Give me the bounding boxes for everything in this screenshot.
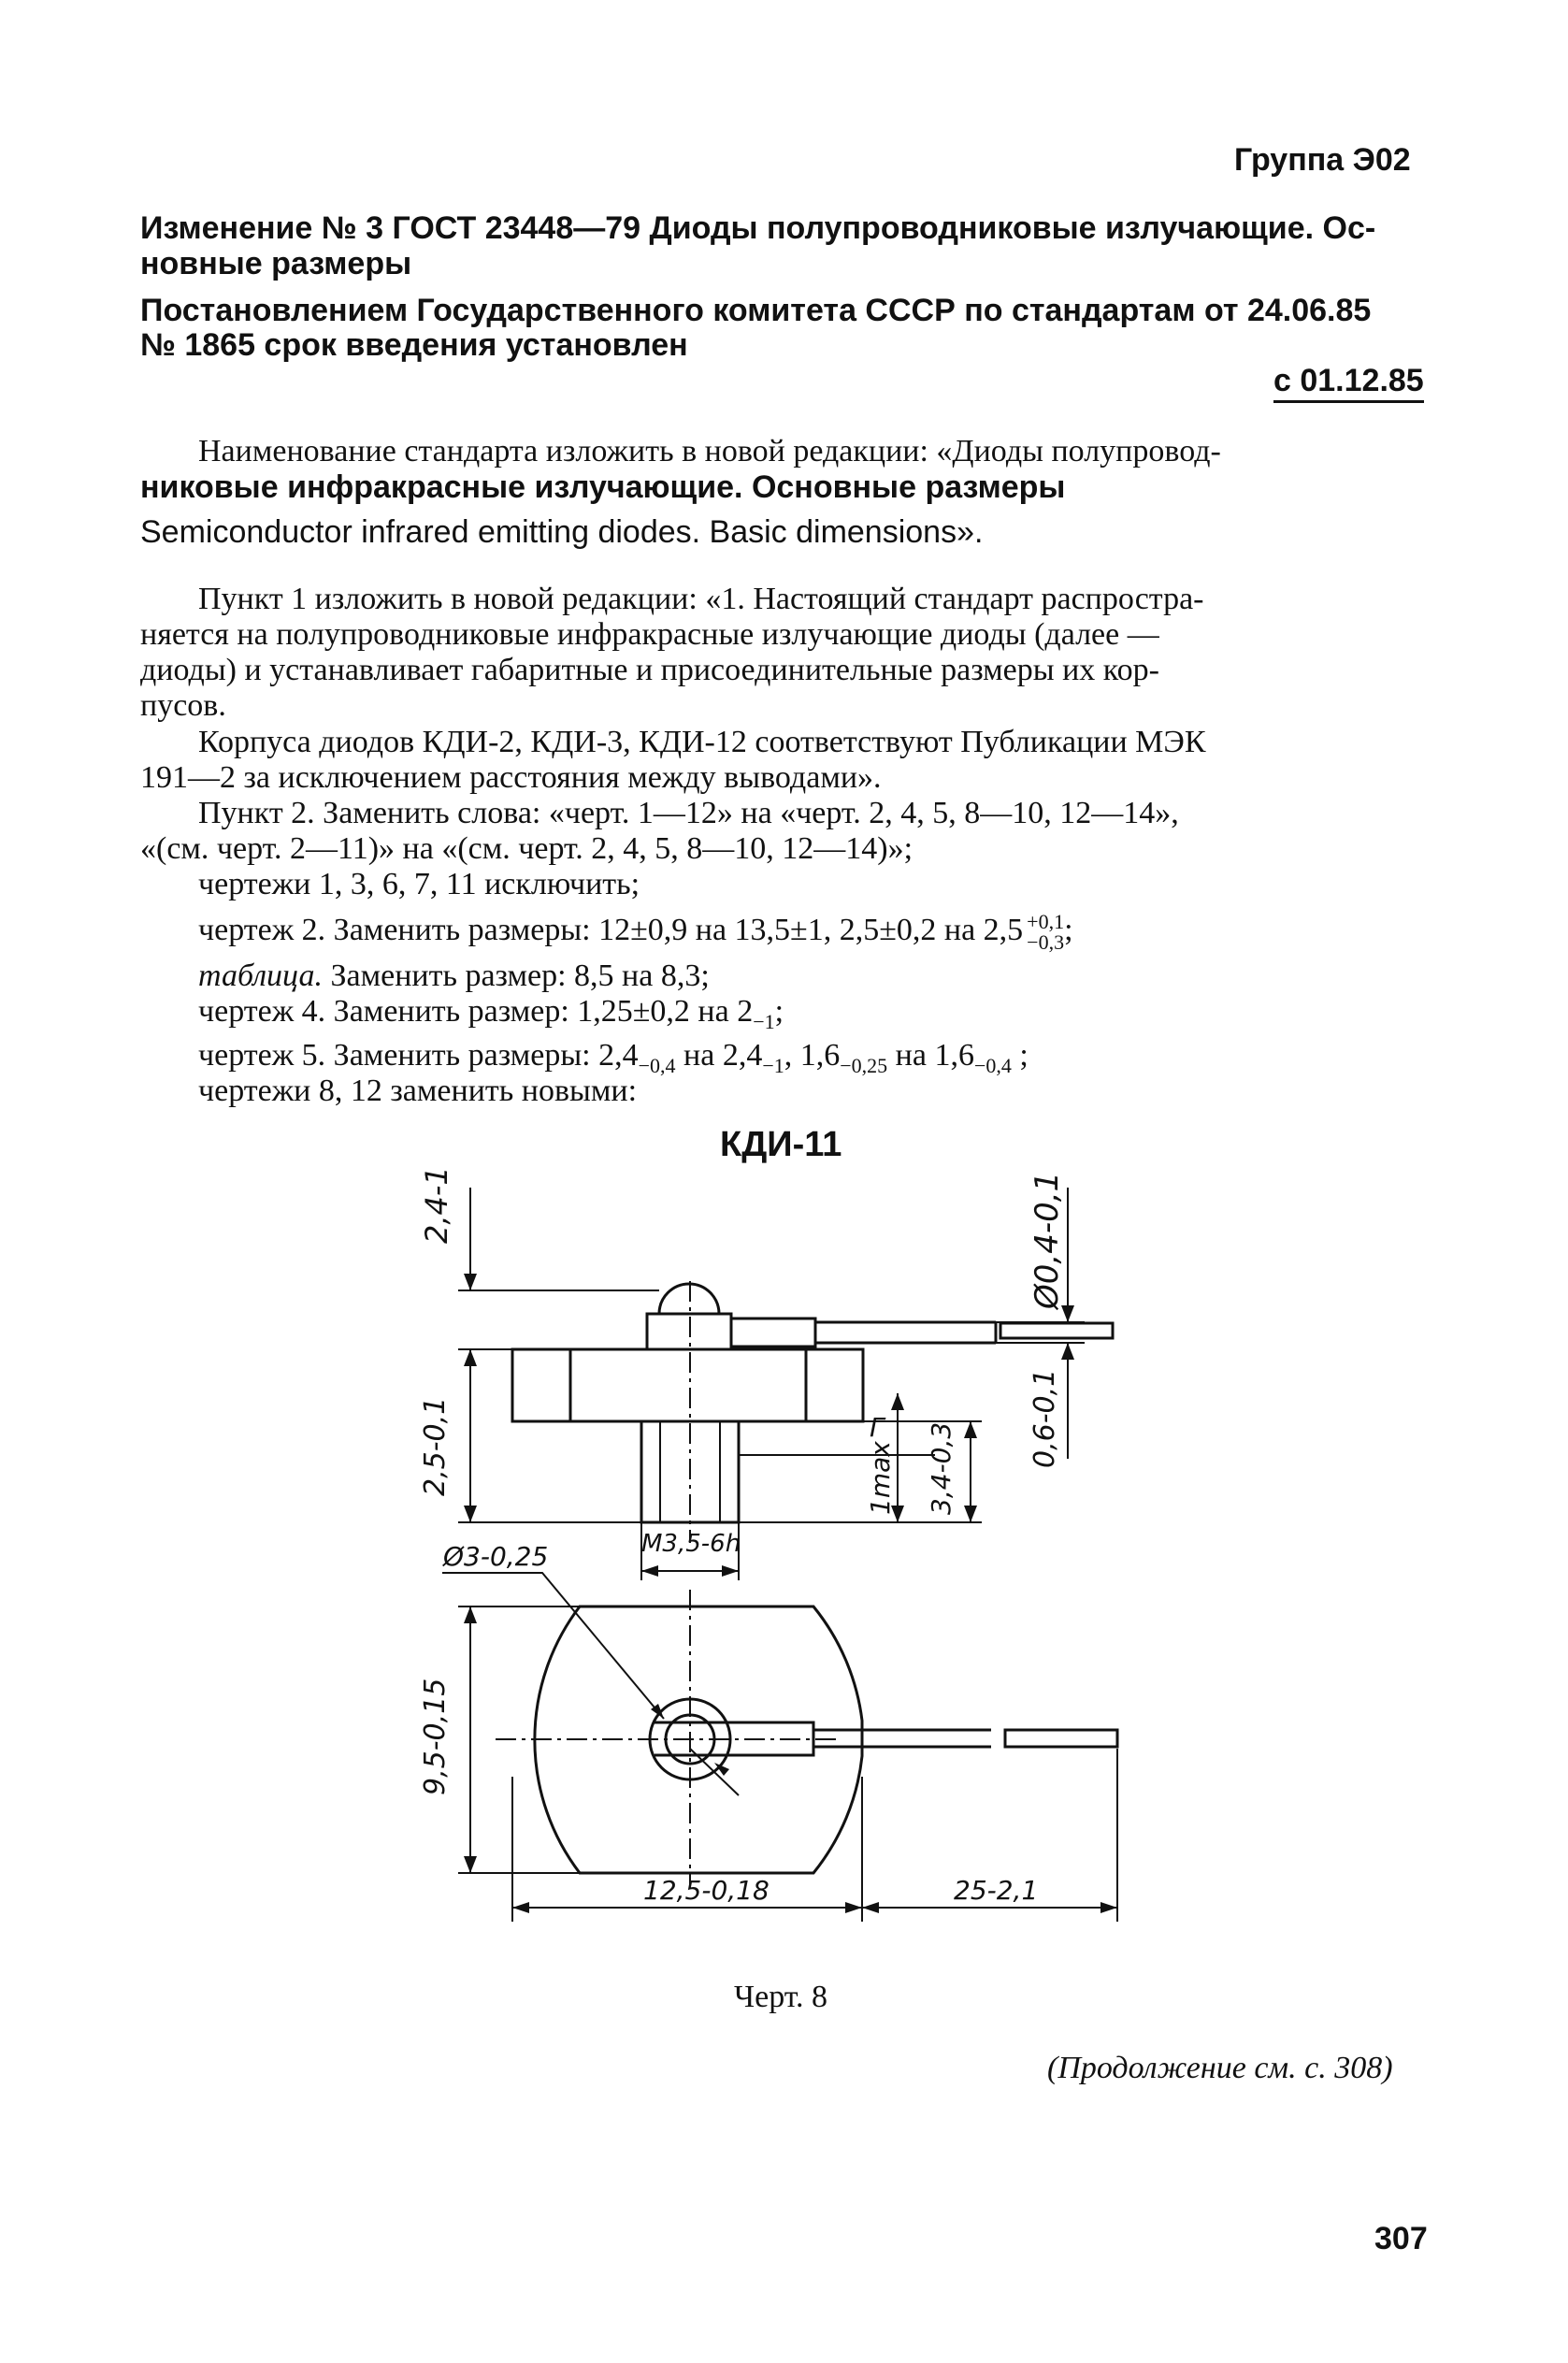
p6-italic: таблица.	[198, 958, 323, 993]
p2-line2: 191—2 за исключением расстояния между выводами».	[140, 760, 882, 795]
p4: чертежи 1, 3, 6, 7, 11 исключить;	[198, 867, 640, 901]
p8-sub4: −0,4	[973, 1053, 1012, 1077]
wire-lead-end	[1000, 1323, 1113, 1338]
p1-line2: няется на полупроводниковые инфракрасные излучающие диоды (далее —	[140, 617, 1159, 652]
dim-g: Г	[870, 1412, 885, 1443]
p9: чертежи 8, 12 заменить новыми:	[198, 1073, 638, 1108]
dim-diameter-0-4: Ø0,4-0,1	[1029, 1171, 1066, 1309]
p8-a: чертеж 5. Заменить размеры: 2,4	[198, 1038, 639, 1073]
p8-b: на 2,4	[675, 1038, 763, 1073]
plan-lead-end	[1005, 1730, 1117, 1747]
p5-sup: +0,1	[1027, 910, 1065, 933]
p7-sub: −1	[753, 1009, 775, 1033]
dim-12-5: 12,5-0,18	[643, 1875, 770, 1906]
p7-text: чертеж 4. Заменить размер: 1,25±0,2 на 2	[198, 994, 754, 1029]
decree-line2: № 1865 срок введения установлен	[140, 327, 688, 363]
p5-text: чертеж 2. Заменить размеры: 12±0,9 на 13,5±1, 2,5±0,2 на 2,5	[198, 912, 1024, 947]
group-label: Группа Э02	[1234, 142, 1411, 178]
dim-m3-5: М3,5-6h	[641, 1530, 741, 1558]
p3-line2: «(см. черт. 2—11)» на «(см. черт. 2, 4, 5, 8—10, 12—14)»;	[140, 831, 913, 866]
name-paragraph-text: Наименование стандарта изложить в новой редакции: «Диоды полупровод-	[198, 434, 1221, 468]
figure-title: КДИ-11	[720, 1125, 842, 1164]
dim-0-6: 0,6-0,1	[1029, 1368, 1061, 1468]
english-title: Semiconductor infrared emitting diodes. Basic dimensions».	[140, 514, 984, 550]
change-title-line1: Изменение № 3 ГОСТ 23448—79 Диоды полупроводниковые излучающие. Ос-	[140, 210, 1376, 246]
effective-date: с 01.12.85	[1273, 363, 1424, 403]
p1-line4: пусов.	[140, 688, 226, 723]
p7-end: ;	[774, 994, 784, 1029]
dim-3-4: 3,4-0,3	[926, 1421, 957, 1515]
p1-line3: диоды) и устанавливает габаритные и присоединительные размеры их кор-	[140, 653, 1159, 687]
continuation-note: (Продолжение см. с. 308)	[1047, 2051, 1393, 2085]
p1-line1: Пункт 1 изложить в новой редакции: «1. Настоящий стандарт распростра-	[198, 582, 1204, 616]
dim-2-4: 2,4-1	[419, 1166, 454, 1244]
p8-c: , 1,6	[784, 1038, 841, 1073]
p8-e: ;	[1011, 1038, 1029, 1073]
main-body	[512, 1349, 863, 1421]
decree-line1: Постановлением Государственного комитета СССР по стандартам от 24.06.85	[140, 293, 1372, 328]
p2-line1: Корпуса диодов КДИ-2, КДИ-3, КДИ-12 соответствуют Публикации МЭК	[198, 725, 1206, 759]
dim-1max: 1max	[865, 1441, 896, 1515]
dim-9-5: 9,5-0,15	[419, 1678, 452, 1795]
wire-stub	[731, 1318, 815, 1347]
dim-2-5: 2,5-0,1	[419, 1396, 452, 1496]
p5-sub: −0,3	[1027, 930, 1065, 954]
figure-caption: Черт. 8	[734, 1980, 828, 2014]
p6-rest: Заменить размер: 8,5 на 8,3;	[322, 958, 710, 993]
change-title-line2: новные размеры	[140, 246, 412, 281]
p3-line1: Пункт 2. Заменить слова: «черт. 1—12» на «черт. 2, 4, 5, 8—10, 12—14»,	[198, 796, 1179, 830]
p8-sub3: −0,25	[840, 1053, 888, 1077]
p5-end: ;	[1064, 912, 1073, 947]
dim-25: 25-2,1	[954, 1875, 1039, 1906]
name-paragraph-line2: никовые инфракрасные излучающие. Основные размеры	[140, 469, 1066, 505]
p8-sub1: −0,4	[638, 1053, 676, 1077]
page-number: 307	[1374, 2221, 1428, 2256]
dim-diameter-3: Ø3-0,25	[443, 1541, 549, 1572]
p8-d: на 1,6	[887, 1038, 974, 1073]
p8-sub2: −1	[762, 1053, 784, 1077]
